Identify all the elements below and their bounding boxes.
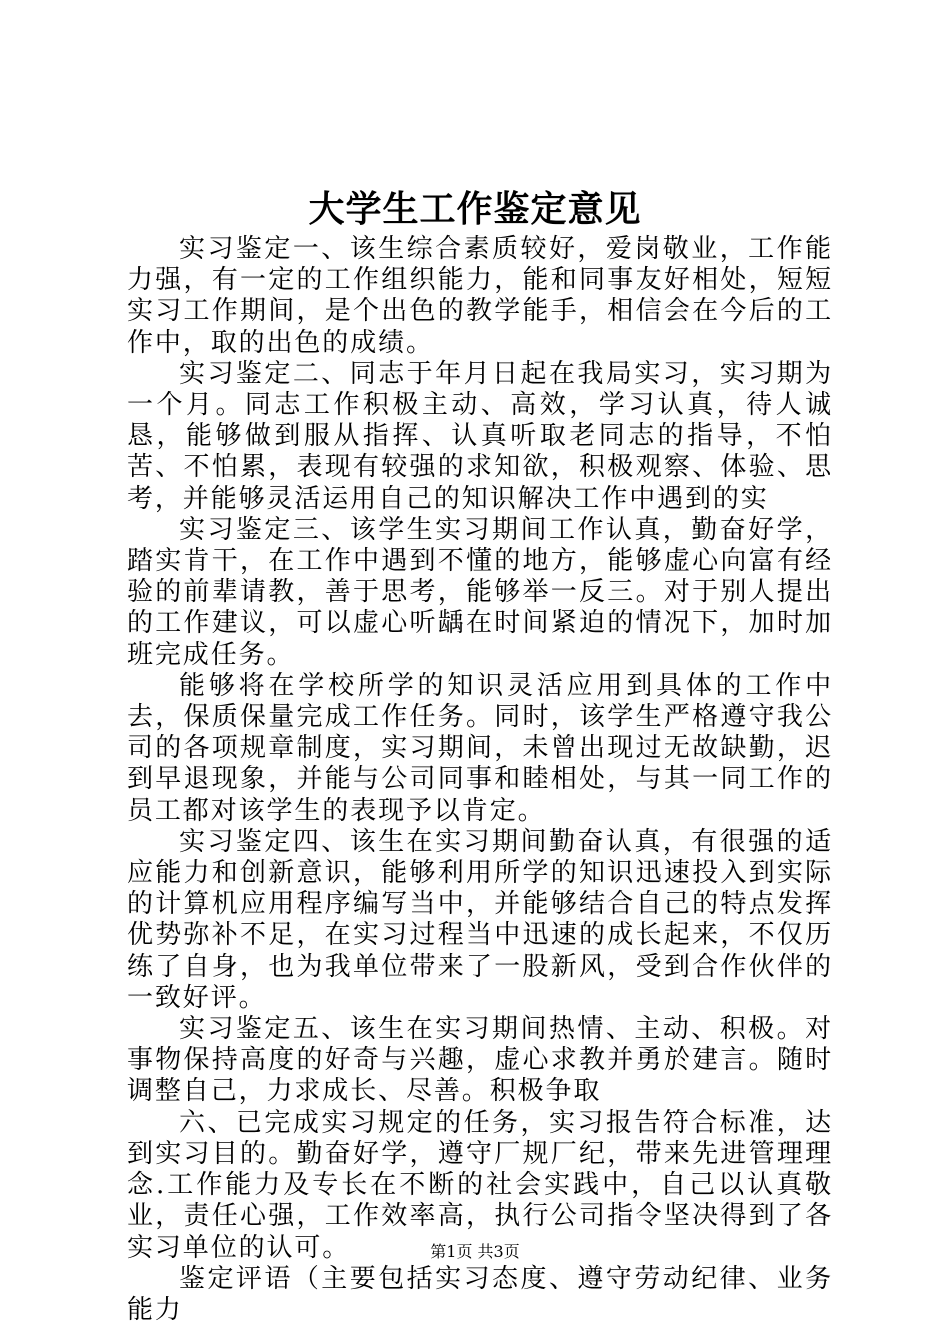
paragraph-3: 实习鉴定三、该学生实习期间工作认真，勤奋好学，踏实肯干，在工作中遇到不懂的地方，能够虚心向富有经验的前辈请教，善于思考，能够举一反三。对于别人提出的工作建议，可以虚心听龋在时间紧迫的情况下，加时加班完成任务。 [127, 514, 833, 670]
document-title: 大学生工作鉴定意见 [308, 188, 642, 230]
paragraph-4: 能够将在学校所学的知识灵活应用到具体的工作中去，保质保量完成工作任务。同时，该学生严格遵守我公司的各项规章制度，实习期间，未曾出现过无故缺勤，迟到早退现象，并能与公司同事和睦相处，与其一同工作的员工都对该学生的表现予以肯定。 [127, 670, 833, 826]
paragraph-5: 实习鉴定四、该生在实习期间勤奋认真，有很强的适应能力和创新意识，能够利用所学的知识迅速投入到实际的计算机应用程序编写当中，并能够结合自己的特点发挥优势弥补不足，在实习过程当中迅速的成长起来，不仅历练了自身，也为我单位带来了一股新风，受到合作伙伴的一致好评。 [127, 826, 833, 1013]
paragraph-1: 实习鉴定一、该生综合素质较好，爱岗敬业，工作能力强，有一定的工作组织能力，能和同事友好相处，短短实习工作期间，是个出色的教学能手，相信会在今后的工作中，取的出色的成绩。 [127, 234, 833, 358]
document-body [127, 234, 833, 1326]
page-number-footer: 第1页 共3页 [430, 1242, 520, 1261]
paragraph-2: 实习鉴定二、同志于年月日起在我局实习，实习期为一个月。同志工作积极主动、高效，学习认真，待人诚恳，能够做到服从指挥、认真听取老同志的指导，不怕苦、不怕累，表现有较强的求知欲，积极观察、体验、思考，并能够灵活运用自己的知识解决工作中遇到的实 [127, 358, 833, 514]
paragraph-6: 实习鉴定五、该生在实习期间热情、主动、积极。对事物保持高度的好奇与兴趣，虚心求教并勇於建言。随时调整自己，力求成长、尽善。积极争取 [127, 1014, 833, 1107]
paragraph-8: 鉴定评语（主要包括实习态度、遵守劳动纪律、业务能力 [127, 1263, 833, 1325]
paragraph-7: 六、已完成实习规定的任务，实习报告符合标准，达到实习目的。勤奋好学，遵守厂规厂纪，带来先进管理理念.工作能力及专长在不断的社会实践中，自己以认真敬业，责任心强，工作效率高，执行公司指令坚决得到了各实习单位的认可。 [127, 1107, 833, 1263]
